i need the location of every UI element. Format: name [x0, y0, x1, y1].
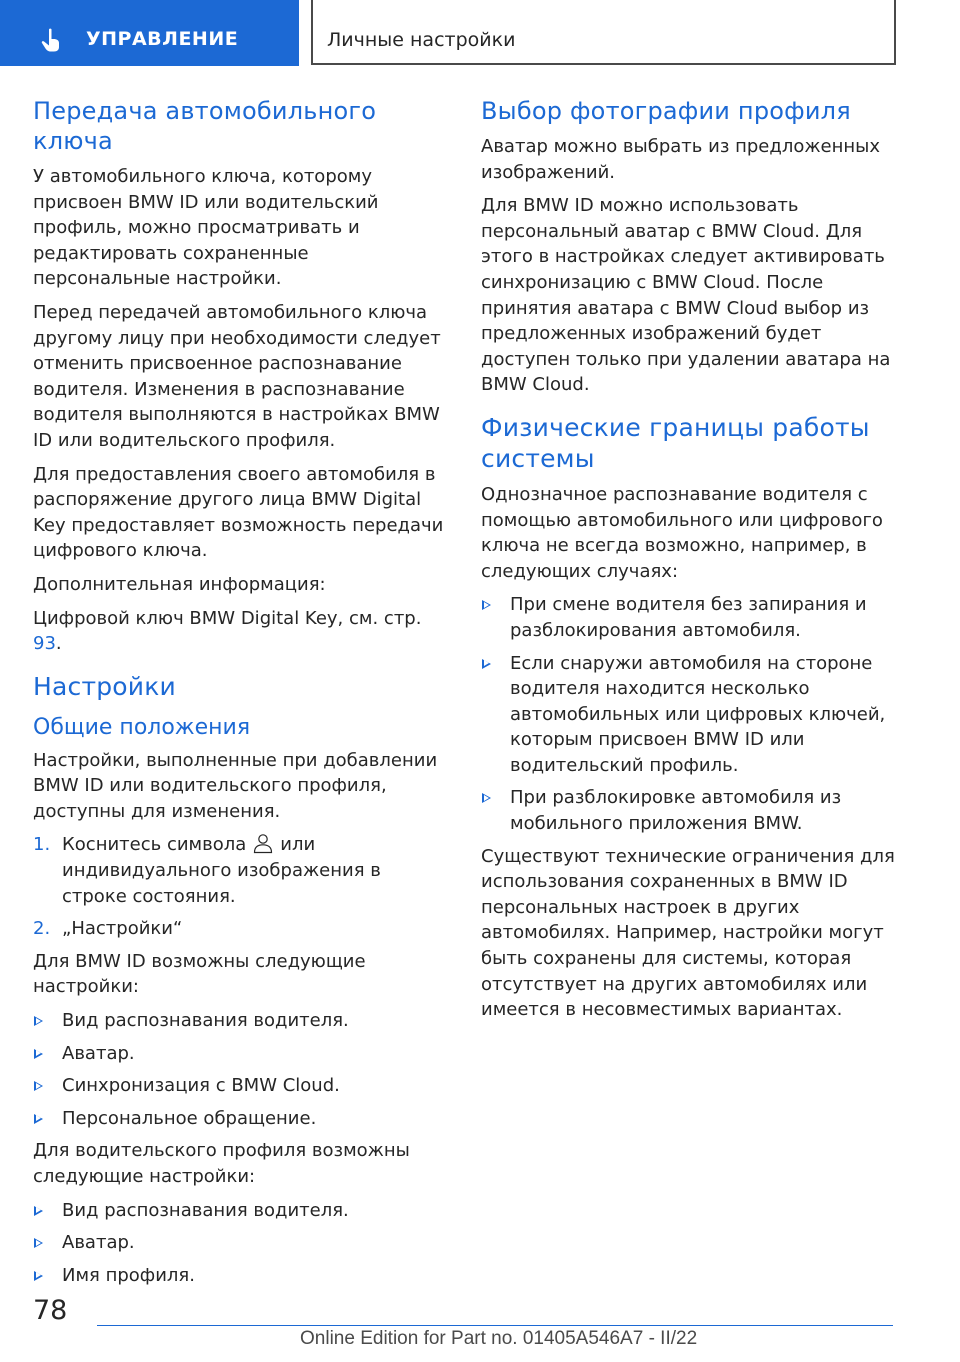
list-item-text: Синхронизация с BMW Cloud. — [62, 1075, 340, 1097]
paragraph: Для водительского профиля возможны следующие настройки: — [33, 1140, 410, 1187]
list-item — [33, 1263, 445, 1289]
list-item — [33, 916, 445, 942]
heading-profile-photo: Выбор фотографии профиля — [481, 97, 851, 125]
paragraph: Дополнительная информация: — [33, 573, 326, 595]
list-item — [33, 1198, 445, 1224]
triangle-bullet-icon — [34, 1271, 43, 1281]
heading-settings: Настройки — [33, 671, 176, 701]
list-item — [481, 651, 897, 779]
list-item-text: Имя профиля. — [62, 1264, 195, 1286]
list-item — [33, 1106, 445, 1132]
paragraph: У автомобильного ключа, которому присвоен BMW ID или водительский профиль, можно просматривать и редактировать сохраненные персональные настройки. — [33, 166, 379, 290]
step-text-before: Коснитесь символа — [62, 834, 247, 856]
list-item — [481, 592, 897, 643]
step-number: 1. — [33, 834, 51, 856]
paragraph: Однозначное распознавание водителя с помощью автомобильного или цифрового ключа не всегда возможно, например, в следующих случаях: — [481, 483, 883, 582]
heading-general: Общие положения — [33, 714, 251, 740]
reference-text: Цифровой ключ BMW Digital Key, см. стр. — [33, 607, 422, 629]
user-profile-icon — [252, 832, 274, 854]
paragraph: Для BMW ID возможны следующие настройки: — [33, 950, 366, 998]
page-number: 78 — [33, 1295, 68, 1326]
profile-settings-list — [33, 1198, 445, 1289]
footer-edition: Online Edition for Part no. 01405A546A7 - II/22 — [300, 1328, 698, 1349]
list-item-text: При разблокировке автомобиля из мобильного приложения BMW. — [510, 787, 842, 835]
triangle-bullet-icon — [34, 1114, 43, 1124]
triangle-bullet-icon — [34, 1081, 43, 1091]
list-item-text: Персональное обращение. — [62, 1107, 317, 1129]
hand-pointer-icon — [40, 27, 66, 53]
page-link[interactable]: 93 — [33, 633, 56, 655]
footer-divider — [97, 1325, 893, 1326]
paragraph: Настройки, выполненные при добавлении BMW ID или водительского профиля, доступны для изменения. — [33, 749, 438, 822]
step-number: 2. — [33, 918, 51, 940]
list-item-text: Если снаружи автомобиля на стороне водителя находится несколько автомобильных или цифровых ключей, которым присвоен BMW ID или водительский профиль. — [510, 652, 886, 776]
list-item-text: Аватар. — [62, 1042, 135, 1064]
breadcrumb-label: Личные настройки — [327, 29, 516, 51]
heading-system-limits: Физические границы работы системы — [481, 412, 870, 473]
triangle-bullet-icon — [34, 1016, 43, 1026]
list-item — [33, 1008, 445, 1034]
breadcrumb — [311, 0, 896, 65]
paragraph: Существуют технические ограничения для использования сохраненных в BMW ID персональных настроек в других автомобилях. Например, настройки могут быть сохранены для системы, которая отсутствует на других автомобилях или имеется в несовместимых вариантах. — [481, 845, 895, 1021]
steps-list — [33, 832, 445, 941]
triangle-bullet-icon — [34, 1238, 43, 1248]
list-item — [33, 1041, 445, 1067]
list-item — [33, 1073, 445, 1099]
list-item — [481, 785, 897, 836]
list-item — [33, 1230, 445, 1256]
page-header — [0, 0, 960, 66]
list-item-text: Вид распознавания водителя. — [62, 1199, 349, 1221]
list-item-text: Вид распознавания водителя. — [62, 1010, 349, 1032]
triangle-bullet-icon — [482, 793, 491, 803]
paragraph: Для предоставления своего автомобиля в распоряжение другого лица BMW Digital Key предоставляет возможность передачи цифрового ключа. — [33, 463, 444, 562]
list-item-text: Аватар. — [62, 1232, 135, 1254]
reference-end: . — [55, 633, 62, 655]
paragraph: Аватар можно выбрать из предложенных изображений. — [481, 136, 881, 183]
section-tab — [0, 0, 299, 66]
bmw-id-settings-list — [33, 1008, 445, 1131]
heading-key-transfer: Передача автомобильного ключа — [33, 97, 377, 155]
right-column — [481, 96, 897, 1031]
step-text: „Настройки“ — [62, 918, 183, 940]
triangle-bullet-icon — [34, 1049, 43, 1059]
paragraph-reference — [33, 606, 445, 657]
left-column — [33, 96, 445, 1295]
triangle-bullet-icon — [482, 659, 491, 669]
limits-list — [481, 592, 897, 836]
paragraph: Для BMW ID можно использовать персональный аватар с BMW Cloud. Для этого в настройках следует активировать синхронизацию с BMW Cloud. После принятия аватара с BMW Cloud выбор из предложенных изображений будет доступен только при удалении аватара на BMW Cloud. — [481, 195, 891, 396]
paragraph: Перед передачей автомобильного ключа другому лицу при необходимости следует отменить присвоенное распознавание водителя. Изменения в распознавание водителя выполняются в настройках BMW ID или водительского профиля. — [33, 301, 441, 451]
list-item-text: При смене водителя без запирания и разблокирования автомобиля. — [510, 594, 867, 641]
triangle-bullet-icon — [482, 600, 491, 610]
section-label: УПРАВЛЕНИЕ — [86, 28, 239, 50]
triangle-bullet-icon — [34, 1206, 43, 1216]
step-text-after: или индивидуального изображения в строке состояния. — [62, 834, 381, 907]
list-item — [33, 832, 445, 909]
